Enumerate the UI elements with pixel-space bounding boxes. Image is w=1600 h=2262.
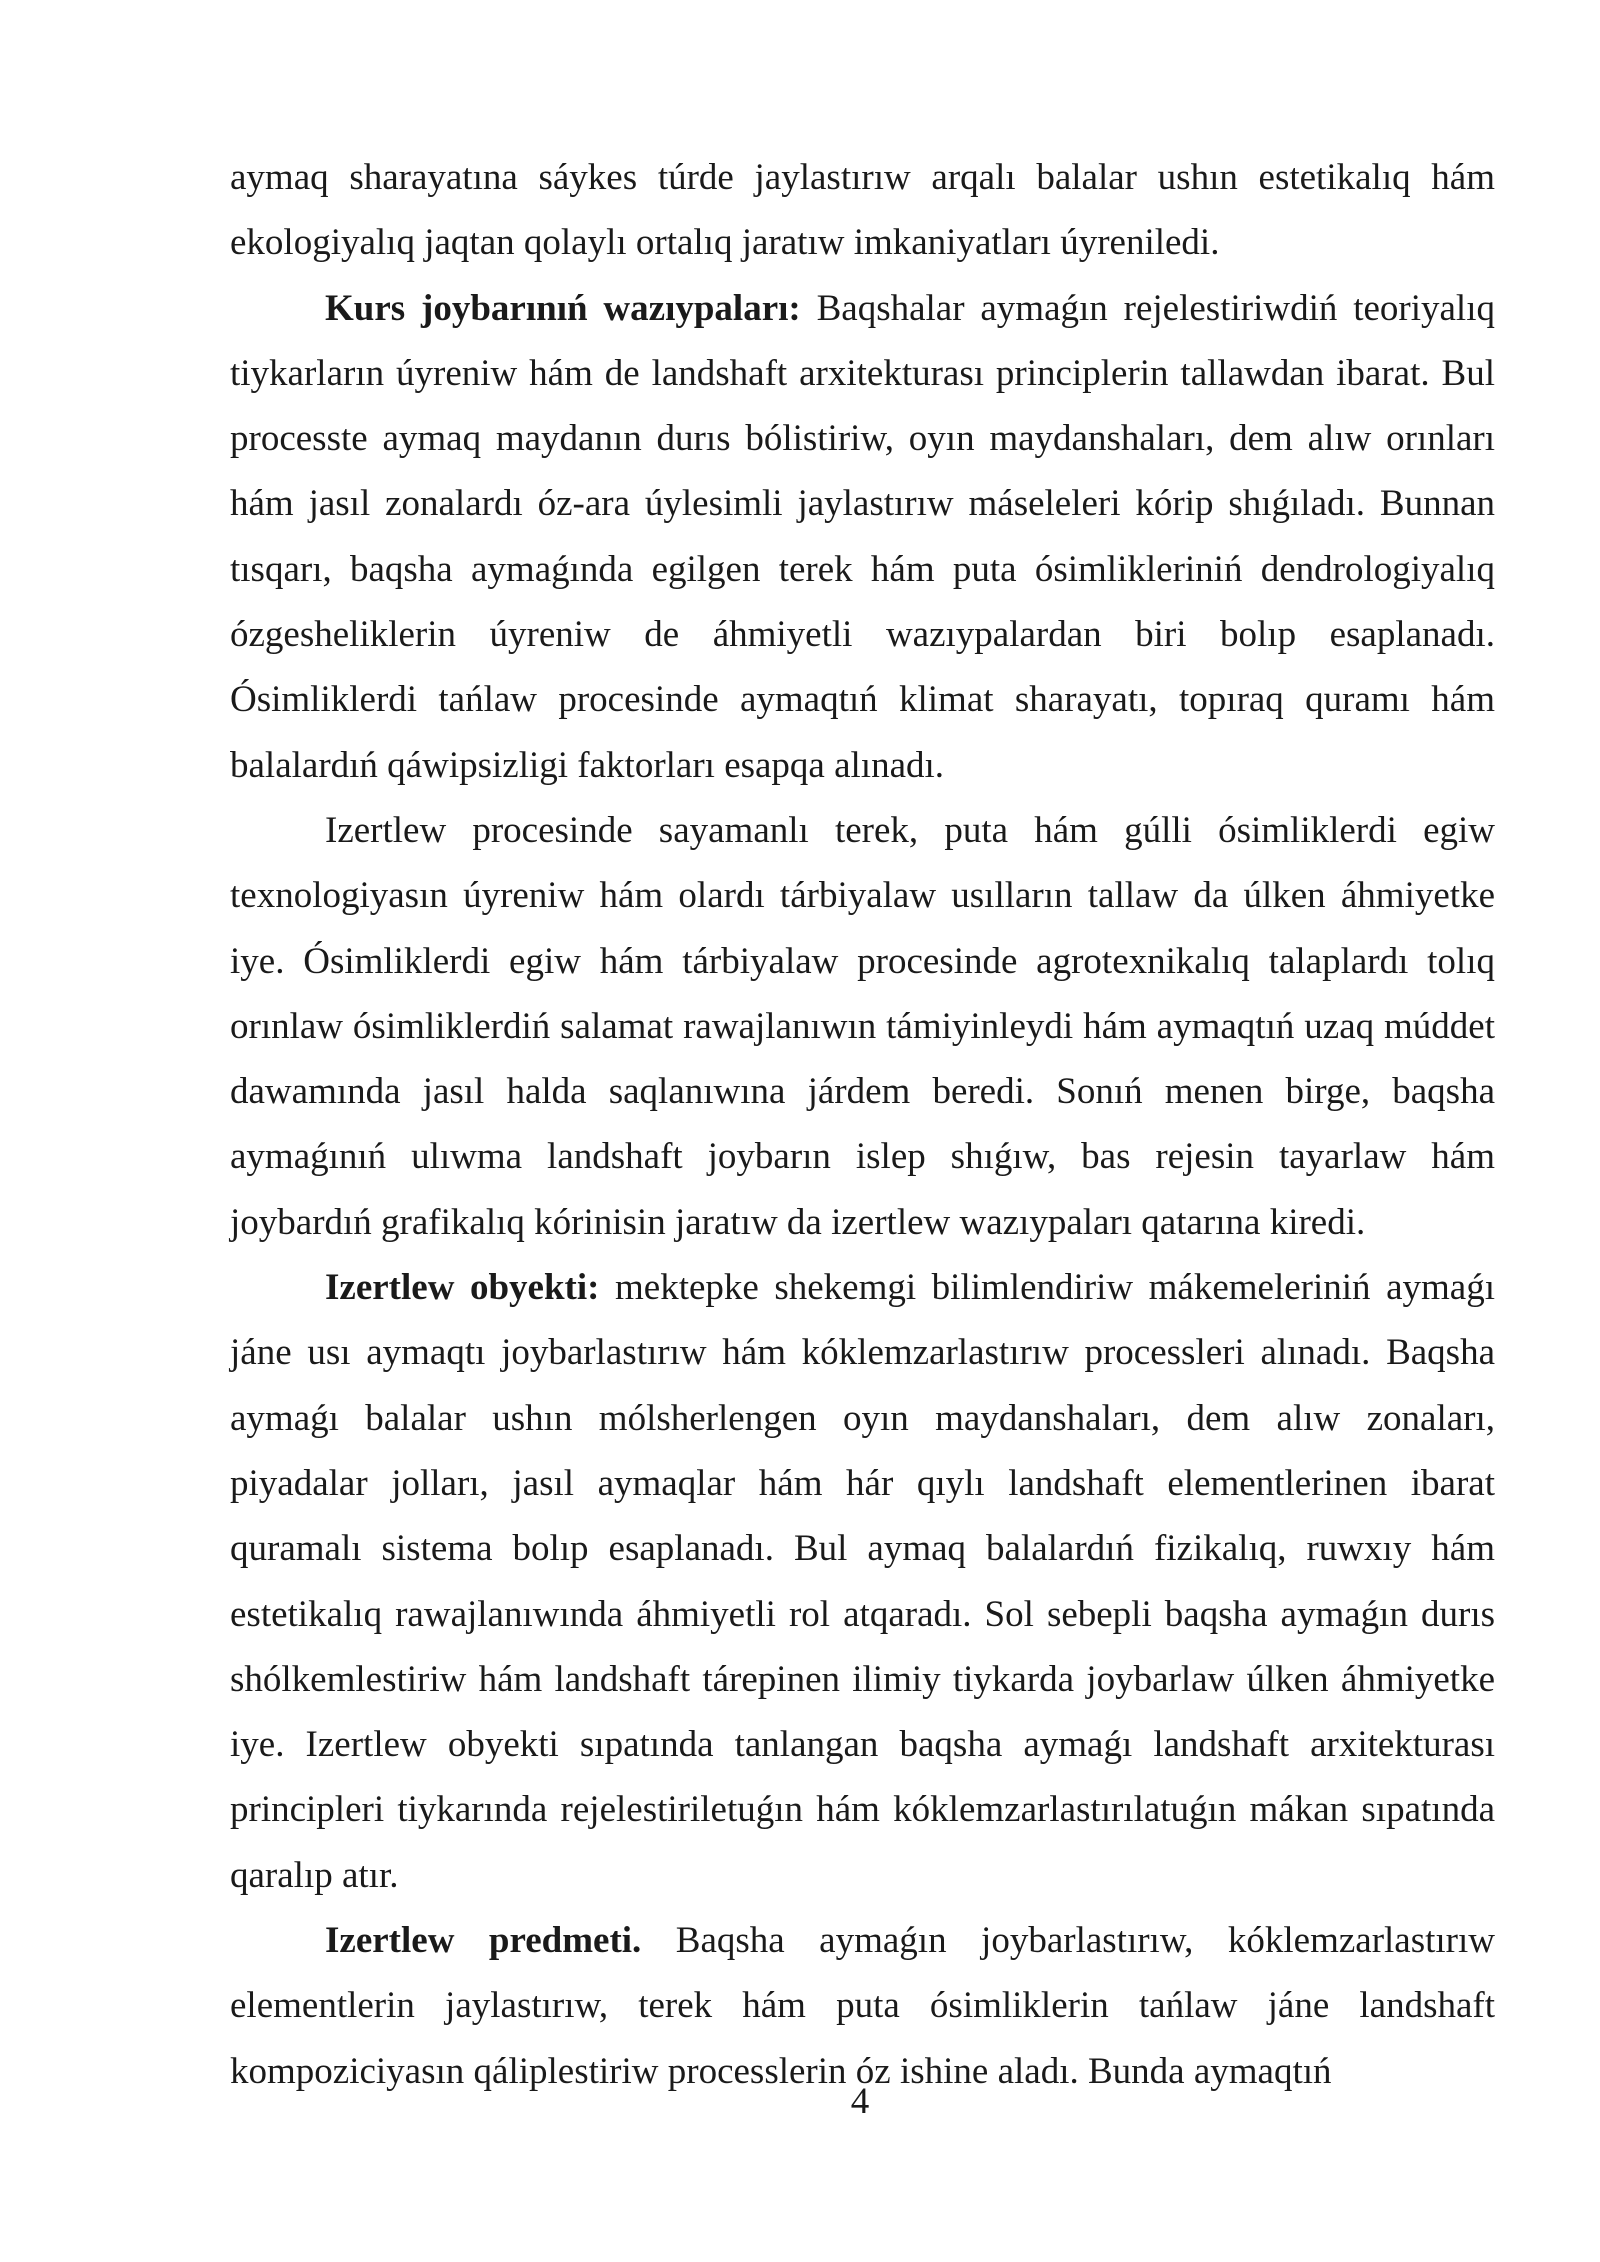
paragraph-tasks-text: Baqshalar aymaǵın rejelestiriwdiń teoriyalıq tiykarların úyreniw hám de landshaft arxitekturası principlerin tallawdan ibarat. Bul processte aymaq maydanın durıs bólistiriw, oyın maydanshaları, dem alıw orınları hám jasıl zonalardı óz-ara úylesimli jaylastırıw máseleleri kórip shıǵıladı. Bunnan tısqarı, baqsha aymaǵında egilgen terek hám puta ósimlikleriniń dendrologiyalıq ózgesheliklerin úyreniw de áhmiyetli wazıypalardan biri bolıp esaplanadı. Ósimliklerdi tańlaw procesinde aymaqtıń klimat sharayatı, topıraq quramı hám balalardıń qáwipsizligi faktorları esapqa alınadı. <box>230 287 1495 786</box>
paragraph-research-subject-heading: Izertlew predmeti. <box>325 1920 642 1962</box>
paragraph-intro-text: aymaq sharayatına sáykes túrde jaylastırıw arqalı balalar ushın estetikalıq hám ekologiyalıq jaqtan qolaylı ortalıq jaratıw imkaniyatları úyreniledi. <box>230 157 1495 264</box>
document-page <box>230 145 1495 2104</box>
paragraph-tasks-heading: Kurs joybarınıń wazıypaları: <box>325 287 801 329</box>
paragraph-tasks <box>230 276 1495 798</box>
paragraph-research-process <box>230 798 1495 1255</box>
page-number: 4 <box>850 2081 870 2122</box>
paragraph-research-object-heading: Izertlew obyekti: <box>325 1267 600 1309</box>
paragraph-research-subject-text: Baqsha aymaǵın joybarlastırıw, kóklemzarlastırıw elementlerin jaylastırıw, terek hám puta ósimliklerin tańlaw jáne landshaft kompoziciyasın qáliplestiriw processlerin óz ishine aladı. Bunda aymaqtıń <box>230 1920 1495 2092</box>
paragraph-research-object <box>230 1255 1495 1908</box>
paragraph-intro <box>230 145 1495 276</box>
paragraph-research-subject <box>230 1908 1495 2104</box>
paragraph-research-object-text: mektepke shekemgi bilimlendiriw mákemeleriniń aymaǵı jáne usı aymaqtı joybarlastırıw hám kóklemzarlastırıw processleri alınadı. Baqsha aymaǵı balalar ushın mólsherlengen oyın maydanshaları, dem alıw zonaları, piyadalar jolları, jasıl aymaqlar hám hár qıylı landshaft elementlerinen ibarat quramalı sistema bolıp esaplanadı. Bul aymaq balalardıń fizikalıq, ruwxıy hám estetikalıq rawajlanıwında áhmiyetli rol atqaradı. Sol sebepli baqsha aymaǵın durıs shólkemlestiriw hám landshaft tárepinen ilimiy tiykarda joybarlaw úlken áhmiyetke iye. Izertlew obyekti sıpatında tanlangan baqsha aymaǵı landshaft arxitekturası principleri tiykarında rejelestiriletuǵın hám kóklemzarlastırılatuǵın mákan sıpatında qaralıp atır. <box>230 1267 1495 1896</box>
paragraph-research-process-text: Izertlew procesinde sayamanlı terek, puta hám gúlli ósimliklerdi egiw texnologiyasın úyreniw hám olardı tárbiyalaw usılların tallaw da úlken áhmiyetke iye. Ósimliklerdi egiw hám tárbiyalaw procesinde agrotexnikalıq talaplardı tolıq orınlaw ósimliklerdiń salamat rawajlanıwın támiyinleydi hám aymaqtıń uzaq múddet dawamında jasıl halda saqlanıwına járdem beredi. Sonıń menen birge, baqsha aymaǵınıń ulıwma landshaft joybarın islep shıǵıw, bas rejesin tayarlaw hám joybardıń grafikalıq kórinisin jaratıw da izertlew wazıypaları qatarına kiredi. <box>230 809 1495 1243</box>
